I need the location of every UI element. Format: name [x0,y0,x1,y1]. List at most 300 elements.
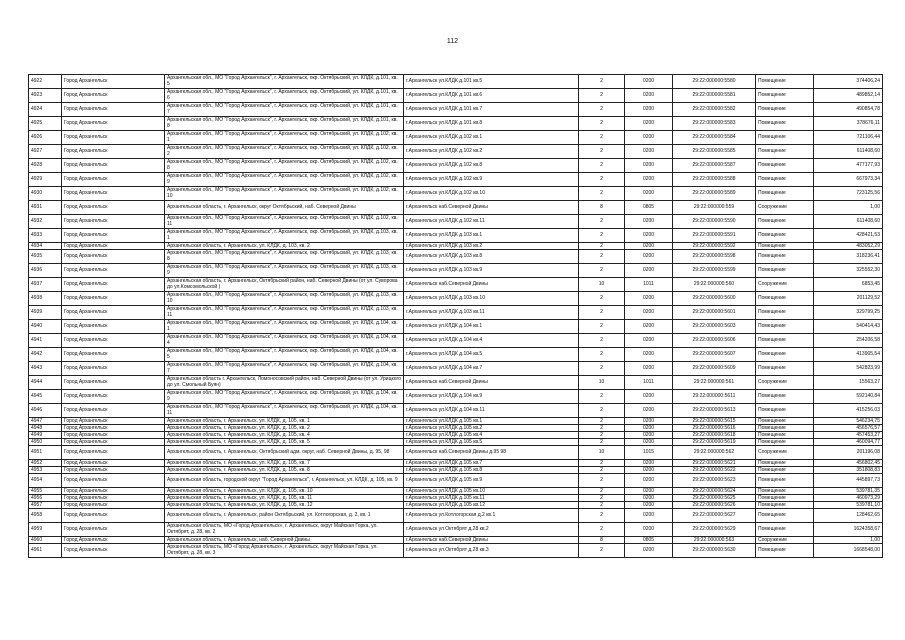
table-row [29,362,883,376]
short-address-cell: г.Архангельск ул.КЛДК д.105 кв.9 [404,474,579,488]
row-number-cell: 4922 [29,75,62,89]
locality-cell: Город Архангельск [62,348,165,362]
cadastral-number-cell: 29:22:000000:5603 [673,320,756,334]
cadastral-value-cell: 723125,56 [814,187,883,201]
locality-cell: Город Архангельск [62,439,165,446]
table-row [29,376,883,390]
object-type-cell: Помещение [756,488,814,495]
table-row [29,103,883,117]
cadastral-value-cell: 1624358,67 [814,523,883,537]
cadastral-value-cell: 351808,83 [814,467,883,474]
short-address-cell: г.Архангельск ул.Октябрят д.28 кв.2 [404,523,579,537]
full-address-cell: Архангельская обл., МО "Город Архангельск", г. Архангельск, окр. Октябрьский, ул. КЛДК, д.101, кв. 5 [165,75,404,89]
table-body [29,75,883,558]
row-number-cell: 4923 [29,89,62,103]
full-address-cell: Архангельская область, городской округ "Город Архангельск", г. Архангельск, ул. КЛДК, д. 105, кв. 9 [165,474,404,488]
category-cell: 2 [579,159,625,173]
cadastral-value-cell: 477177,93 [814,159,883,173]
category-cell: 2 [579,292,625,306]
object-type-cell: Помещение [756,334,814,348]
category-cell: 2 [579,439,625,446]
cadastral-number-cell: 29:22:000000:5591 [673,229,756,243]
locality-cell: Город Архангельск [62,103,165,117]
table-row [29,404,883,418]
page-number: 112 [446,38,459,45]
short-address-cell: г.Архангельск ул.КЛДК д.105 кв.10 [404,488,579,495]
full-address-cell: Архангельская область, г. Архангельск, ул. КЛДК, д. 105, кв. 11 [165,495,404,502]
table-row [29,467,883,474]
full-address-cell: Архангельская обл., МО "Город Архангельск", г. Архангельск, окр. Октябрьский, ул. КЛДК, д.104, кв. 11 [165,404,404,418]
full-address-cell: Архангельская обл., МО "Город Архангельск", г. Архангельск, окр. Октябрьский, ул. КЛДК, д.103, кв. 1 [165,229,404,243]
category-cell: 2 [579,467,625,474]
object-type-cell: Помещение [756,467,814,474]
code-cell: 0200 [625,544,673,558]
row-number-cell: 4939 [29,306,62,320]
short-address-cell: г.Архангельск ул.КЛДК д.103 кв.8 [404,250,579,264]
table-row [29,460,883,467]
cadastral-number-cell: 29:22:000000:5598 [673,250,756,264]
row-number-cell: 4943 [29,362,62,376]
category-cell: 2 [579,131,625,145]
cadastral-value-cell: 428421,53 [814,229,883,243]
table-row [29,159,883,173]
object-type-cell: Помещение [756,390,814,404]
object-type-cell: Помещение [756,320,814,334]
row-number-cell: 4942 [29,348,62,362]
cadastral-number-cell: 29:22:000000:5616 [673,425,756,432]
short-address-cell: г.Архангельск ул.КЛДК д.105 кв.11 [404,495,579,502]
cadastral-number-cell: 29:22:000000:5619 [673,439,756,446]
cadastral-number-cell: 29:22:000000:5630 [673,544,756,558]
code-cell: 0805 [625,537,673,544]
code-cell: 0200 [625,502,673,509]
full-address-cell: Архангельская область, г. Архангельск, Октябрьский адм. округ, наб. Северной Двины, д. 95, 98 [165,446,404,460]
category-cell: 2 [579,495,625,502]
category-cell: 2 [579,103,625,117]
code-cell: 0200 [625,348,673,362]
row-number-cell: 4961 [29,544,62,558]
locality-cell: Город Архангельск [62,159,165,173]
table-row [29,523,883,537]
cadastral-number-cell: 29:22:000000:5592 [673,243,756,250]
cadastral-value-cell: 611408,60 [814,215,883,229]
locality-cell: Город Архангельск [62,495,165,502]
cadastral-value-cell: 539781,35 [814,488,883,495]
cadastral-number-cell: 29:22:000000:5585 [673,145,756,159]
table-row [29,425,883,432]
code-cell: 0200 [625,306,673,320]
code-cell: 0200 [625,474,673,488]
cadastral-number-cell: 29:22:000000:5625 [673,495,756,502]
object-type-cell: Помещение [756,460,814,467]
object-type-cell: Помещение [756,474,814,488]
table-row [29,390,883,404]
short-address-cell: г.Архангельск ул.КЛДК д.101 кв.8 [404,117,579,131]
short-address-cell: г.Архангельск наб.Северной Двины [404,278,579,292]
locality-cell: Город Архангельск [62,544,165,558]
locality-cell: Город Архангельск [62,75,165,89]
category-cell: 10 [579,446,625,460]
object-type-cell: Помещение [756,187,814,201]
code-cell: 0200 [625,187,673,201]
locality-cell: Город Архангельск [62,474,165,488]
category-cell: 2 [579,229,625,243]
object-type-cell: Помещение [756,523,814,537]
cadastral-number-cell: 29:22:000000:5600 [673,292,756,306]
full-address-cell: Архангельская обл., МО "Город Архангельск", г. Архангельск, окр. Октябрьский, ул. КЛДК, д.103, кв. 10 [165,292,404,306]
table-row [29,495,883,502]
category-cell: 2 [579,362,625,376]
full-address-cell: Архангельская обл., МО "Город Архангельск", г. Архангельск, окр. Октябрьский, ул. КЛДК, д.102, кв. 11 [165,215,404,229]
full-address-cell: Архангельская область, г. Архангельск, ул. КЛДК, д. 105, кв. 7 [165,460,404,467]
row-number-cell: 4928 [29,159,62,173]
short-address-cell: г.Архангельск ул.КЛДК д.105 кв.2 [404,425,579,432]
object-type-cell: Помещение [756,117,814,131]
table-row [29,432,883,439]
locality-cell: Город Архангельск [62,117,165,131]
locality-cell: Город Архангельск [62,145,165,159]
cadastral-number-cell: 29:22:000000:562 [673,446,756,460]
category-cell: 2 [579,390,625,404]
object-type-cell: Помещение [756,264,814,278]
category-cell: 2 [579,320,625,334]
object-type-cell: Помещение [756,348,814,362]
row-number-cell: 4955 [29,488,62,495]
object-type-cell: Помещение [756,215,814,229]
cadastral-value-cell: 490854,78 [814,103,883,117]
locality-cell: Город Архангельск [62,537,165,544]
cadastral-number-cell: 29:22:000000:5583 [673,117,756,131]
full-address-cell: Архангельская область г. Архангельск, Ломоносовский район, наб. Северной Двины (от ул. Урицкого до ул. Смольный Буян) [165,376,404,390]
locality-cell: Город Архангельск [62,187,165,201]
table-row [29,439,883,446]
locality-cell: Город Архангельск [62,460,165,467]
full-address-cell: Архангельская область, г. Архангельск, ул. КЛДК, д. 105, кв. 12 [165,502,404,509]
short-address-cell: г.Архангельск ул.КЛДК д.105 кв.7 [404,460,579,467]
locality-cell: Город Архангельск [62,292,165,306]
short-address-cell: г.Архангельск ул.КЛДК д.102 кв.10 [404,187,579,201]
code-cell: 0200 [625,390,673,404]
row-number-cell: 4936 [29,264,62,278]
category-cell: 2 [579,145,625,159]
short-address-cell: г.Архангельск ул.КЛДК д.105 кв.8 [404,467,579,474]
code-cell: 0200 [625,460,673,467]
row-number-cell: 4944 [29,376,62,390]
locality-cell: Город Архангельск [62,243,165,250]
table-row [29,215,883,229]
full-address-cell: Архангельская обл., МО "Город Архангельск", г. Архангельск, окр. Октябрьский, ул. КЛДК, д.104, кв. 7 [165,362,404,376]
object-type-cell: Сооружение [756,201,814,215]
object-type-cell: Помещение [756,145,814,159]
category-cell: 2 [579,418,625,425]
short-address-cell: г.Архангельск ул.КЛДК д.104 кв.5 [404,348,579,362]
category-cell: 2 [579,348,625,362]
full-address-cell: Архангельская обл., МО "Город Архангельск", г. Архангельск, окр. Октябрьский, ул. КЛДК, д.104, кв. 5 [165,348,404,362]
locality-cell: Город Архангельск [62,425,165,432]
cadastral-value-cell: 489852,14 [814,89,883,103]
object-type-cell: Помещение [756,439,814,446]
cadastral-value-cell: 611408,60 [814,145,883,159]
object-type-cell: Помещение [756,103,814,117]
cadastral-number-cell: 29:22:000000:5622 [673,467,756,474]
full-address-cell: Архангельская обл., МО "Город Архангельск", г. Архангельск, окр. Октябрьский, ул. КЛДК, д.104, кв. 4 [165,334,404,348]
cadastral-value-cell: 128462,65 [814,509,883,523]
cadastral-value-cell: 456802,45 [814,460,883,467]
full-address-cell: Архангельская обл., МО "Город Архангельск", г. Архангельск, окр. Октябрьский, ул. КЛДК, д.101, кв. 6 [165,89,404,103]
property-registry-table [28,74,883,558]
code-cell: 0200 [625,425,673,432]
cadastral-value-cell: 413905,54 [814,348,883,362]
code-cell: 0200 [625,89,673,103]
cadastral-number-cell: 29:22:000000:5611 [673,390,756,404]
cadastral-value-cell: 378676,11 [814,117,883,131]
table-row [29,292,883,306]
object-type-cell: Сооружение [756,537,814,544]
table-row [29,173,883,187]
full-address-cell: Архангельская обл., МО "Город Архангельск", г. Архангельск, окр. Октябрьский, ул. КЛДК, д.102, кв. 1 [165,131,404,145]
short-address-cell: г.Архангельск ул.КЛДК д.101 кв.7 [404,103,579,117]
table-row [29,418,883,425]
cadastral-number-cell: 29:22:000000:563 [673,537,756,544]
object-type-cell: Помещение [756,75,814,89]
locality-cell: Город Архангельск [62,467,165,474]
category-cell: 10 [579,278,625,292]
cadastral-value-cell: 1,00 [814,201,883,215]
locality-cell: Город Архангельск [62,362,165,376]
category-cell: 2 [579,544,625,558]
cadastral-number-cell: 29:22:000000:5607 [673,348,756,362]
cadastral-value-cell: 201196,08 [814,446,883,460]
table-row [29,306,883,320]
locality-cell: Город Архангельск [62,278,165,292]
object-type-cell: Помещение [756,229,814,243]
cadastral-value-cell: 483052,29 [814,243,883,250]
cadastral-value-cell: 325552,30 [814,264,883,278]
table-row [29,187,883,201]
full-address-cell: Архангельская обл., МО "Город Архангельск", г. Архангельск, окр. Октябрьский, ул. КЛДК, д.103, кв. 8 [165,250,404,264]
locality-cell: Город Архангельск [62,376,165,390]
code-cell: 0200 [625,362,673,376]
table-row [29,320,883,334]
row-number-cell: 4945 [29,390,62,404]
cadastral-value-cell: 592140,84 [814,390,883,404]
code-cell: 0200 [625,488,673,495]
cadastral-value-cell: 254206,58 [814,334,883,348]
short-address-cell: г.Архангельск ул.КЛДК д.103 кв.11 [404,306,579,320]
code-cell: 1011 [625,376,673,390]
table-row [29,229,883,243]
code-cell: 0200 [625,215,673,229]
short-address-cell: г.Архангельск ул.КЛДК д.105 кв.12 [404,502,579,509]
object-type-cell: Помещение [756,544,814,558]
short-address-cell: г.Архангельск ул.КЛДК д.103 кв.2 [404,243,579,250]
cadastral-number-cell: 29:22:000000:5582 [673,103,756,117]
category-cell: 8 [579,201,625,215]
short-address-cell: г.Архангельск ул.КЛДК д.101 кв.5 [404,75,579,89]
locality-cell: Город Архангельск [62,509,165,523]
cadastral-value-cell: 201129,52 [814,292,883,306]
code-cell: 0200 [625,509,673,523]
row-number-cell: 4957 [29,502,62,509]
category-cell: 2 [579,173,625,187]
object-type-cell: Помещение [756,502,814,509]
locality-cell: Город Архангельск [62,404,165,418]
locality-cell: Город Архангельск [62,320,165,334]
full-address-cell: Архангельская область, г. Архангельск, ул. КЛДК, д. 105, кв. 4 [165,432,404,439]
locality-cell: Город Архангельск [62,229,165,243]
category-cell: 2 [579,488,625,495]
full-address-cell: Архангельская обл., МО "Город Архангельск", г. Архангельск, окр. Октябрьский, ул. КЛДК, д.104, кв. 9 [165,390,404,404]
row-number-cell: 4953 [29,467,62,474]
short-address-cell: г.Архангельск ул.КЛДК д.102 кв.9 [404,173,579,187]
cadastral-value-cell: 667973,34 [814,173,883,187]
object-type-cell: Помещение [756,306,814,320]
locality-cell: Город Архангельск [62,264,165,278]
row-number-cell: 4941 [29,334,62,348]
cadastral-number-cell: 29:22:000000:5589 [673,187,756,201]
category-cell: 2 [579,187,625,201]
cadastral-value-cell: 6853,45 [814,278,883,292]
full-address-cell: Архангельская область, г. Архангельск, ул. КЛДК, д. 103, кв. 2 [165,243,404,250]
code-cell: 0200 [625,117,673,131]
code-cell: 1015 [625,446,673,460]
row-number-cell: 4930 [29,187,62,201]
table-row [29,117,883,131]
cadastral-number-cell: 29:22:000000:5615 [673,418,756,425]
cadastral-number-cell: 29:22:000000:5627 [673,509,756,523]
locality-cell: Город Архангельск [62,418,165,425]
table-row [29,474,883,488]
object-type-cell: Помещение [756,425,814,432]
cadastral-value-cell: 542823,99 [814,362,883,376]
category-cell: 2 [579,509,625,523]
object-type-cell: Сооружение [756,376,814,390]
row-number-cell: 4931 [29,201,62,215]
row-number-cell: 4947 [29,418,62,425]
row-number-cell: 4935 [29,250,62,264]
table-row [29,250,883,264]
table-row [29,334,883,348]
row-number-cell: 4946 [29,404,62,418]
full-address-cell: Архангельская обл., МО "Город Архангельск", г. Архангельск, окр. Октябрьский, ул. КЛДК, д.102, кв. 2 [165,145,404,159]
short-address-cell: г.Архангельск наб.Северной Двины [404,537,579,544]
cadastral-number-cell: 29:22:000000:559 [673,201,756,215]
category-cell: 2 [579,75,625,89]
locality-cell: Город Архангельск [62,306,165,320]
row-number-cell: 4933 [29,229,62,243]
code-cell: 0200 [625,131,673,145]
short-address-cell: г.Архангельск ул.КЛДК д.101 кв.6 [404,89,579,103]
short-address-cell: г.Архангельск ул.КЛДК д.104 кв.11 [404,404,579,418]
cadastral-value-cell: 457453,27 [814,432,883,439]
cadastral-number-cell: 29:22:000000:5581 [673,89,756,103]
table-row [29,278,883,292]
cadastral-number-cell: 29:22:000000:5587 [673,159,756,173]
code-cell: 0200 [625,243,673,250]
short-address-cell: г.Архангельск ул.КЛДК д.102 кв.1 [404,131,579,145]
table-row [29,488,883,495]
object-type-cell: Помещение [756,89,814,103]
category-cell: 2 [579,306,625,320]
cadastral-number-cell: 29:22:000000:5588 [673,173,756,187]
short-address-cell: г.Архангельск ул.КЛДК д.102 кв.11 [404,215,579,229]
cadastral-number-cell: 29:22:000000:5613 [673,404,756,418]
full-address-cell: Архангельская обл., МО "Город Архангельск", г. Архангельск, окр. Октябрьский, ул. КЛДК, д.102, кв. 9 [165,173,404,187]
short-address-cell: г.Архангельск ул.КЛДК д.102 кв.2 [404,145,579,159]
cadastral-number-cell: 29:22:000000:5629 [673,523,756,537]
category-cell: 2 [579,502,625,509]
row-number-cell: 4924 [29,103,62,117]
full-address-cell: Архангельская область, г. Архангельск, Октябрьский район, наб. Северной Двины (от ул. Суворова до ул.Комсомольской ) [165,278,404,292]
table-row [29,131,883,145]
short-address-cell: г.Архангельск ул.КЛДК д.104 кв.7 [404,362,579,376]
short-address-cell: г.Архангельск наб.Северной Двины [404,201,579,215]
row-number-cell: 4958 [29,509,62,523]
code-cell: 0200 [625,404,673,418]
row-number-cell: 4925 [29,117,62,131]
cadastral-number-cell: 29:22:000000:5601 [673,306,756,320]
row-number-cell: 4951 [29,446,62,460]
row-number-cell: 4948 [29,425,62,432]
full-address-cell: Архангельская область, г. Архангельск, ул. КЛДК, д. 105, кв. 10 [165,488,404,495]
category-cell: 2 [579,425,625,432]
short-address-cell: г.Архангельск наб.Северной Двины [404,376,579,390]
full-address-cell: Архангельская обл., МО "Город Архангельск", г. Архангельск, окр. Октябрьский, ул. КЛДК, д.101, кв. 7 [165,103,404,117]
row-number-cell: 4960 [29,537,62,544]
category-cell: 2 [579,474,625,488]
cadastral-value-cell: 329799,25 [814,306,883,320]
cadastral-value-cell: 374406,24 [814,75,883,89]
category-cell: 8 [579,537,625,544]
locality-cell: Город Архангельск [62,131,165,145]
cadastral-number-cell: 29:22:000000:5624 [673,488,756,495]
table-row [29,75,883,89]
code-cell: 0200 [625,250,673,264]
full-address-cell: Архангельская обл., МО "Город Архангельск", г. Архангельск, окр. Октябрьский, ул. КЛДК, д.103, кв. 11 [165,306,404,320]
row-number-cell: 4932 [29,215,62,229]
object-type-cell: Помещение [756,404,814,418]
cadastral-number-cell: 29:22:000000:5618 [673,432,756,439]
code-cell: 0200 [625,173,673,187]
locality-cell: Город Архангельск [62,432,165,439]
cadastral-value-cell: 1,00 [814,537,883,544]
cadastral-number-cell: 29:22:000000:5584 [673,131,756,145]
row-number-cell: 4926 [29,131,62,145]
locality-cell: Город Архангельск [62,173,165,187]
full-address-cell: Архангельская обл., МО "Город Архангельск", г. Архангельск, окр. Октябрьский, ул. КЛДК, д.104, кв. 1 [165,320,404,334]
code-cell: 0200 [625,75,673,89]
cadastral-value-cell: 15563,27 [814,376,883,390]
row-number-cell: 4937 [29,278,62,292]
code-cell: 0200 [625,145,673,159]
full-address-cell: Архангельская обл., МО "Город Архангельск", г. Архангельск, окр. Октябрьский, ул. КЛДК, д.102, кв. 8 [165,159,404,173]
locality-cell: Город Архангельск [62,250,165,264]
cadastral-value-cell: 546234,75 [814,418,883,425]
code-cell: 1011 [625,278,673,292]
category-cell: 2 [579,264,625,278]
object-type-cell: Помещение [756,418,814,425]
category-cell: 2 [579,117,625,131]
category-cell: 2 [579,523,625,537]
short-address-cell: г.Архангельск наб.Северной Двины д.95 98 [404,446,579,460]
table-row [29,264,883,278]
code-cell: 0200 [625,334,673,348]
cadastral-number-cell: 29:22:000000:5623 [673,474,756,488]
table-row [29,89,883,103]
code-cell: 0200 [625,103,673,117]
category-cell: 2 [579,215,625,229]
cadastral-number-cell: 29:22:000000:5609 [673,362,756,376]
